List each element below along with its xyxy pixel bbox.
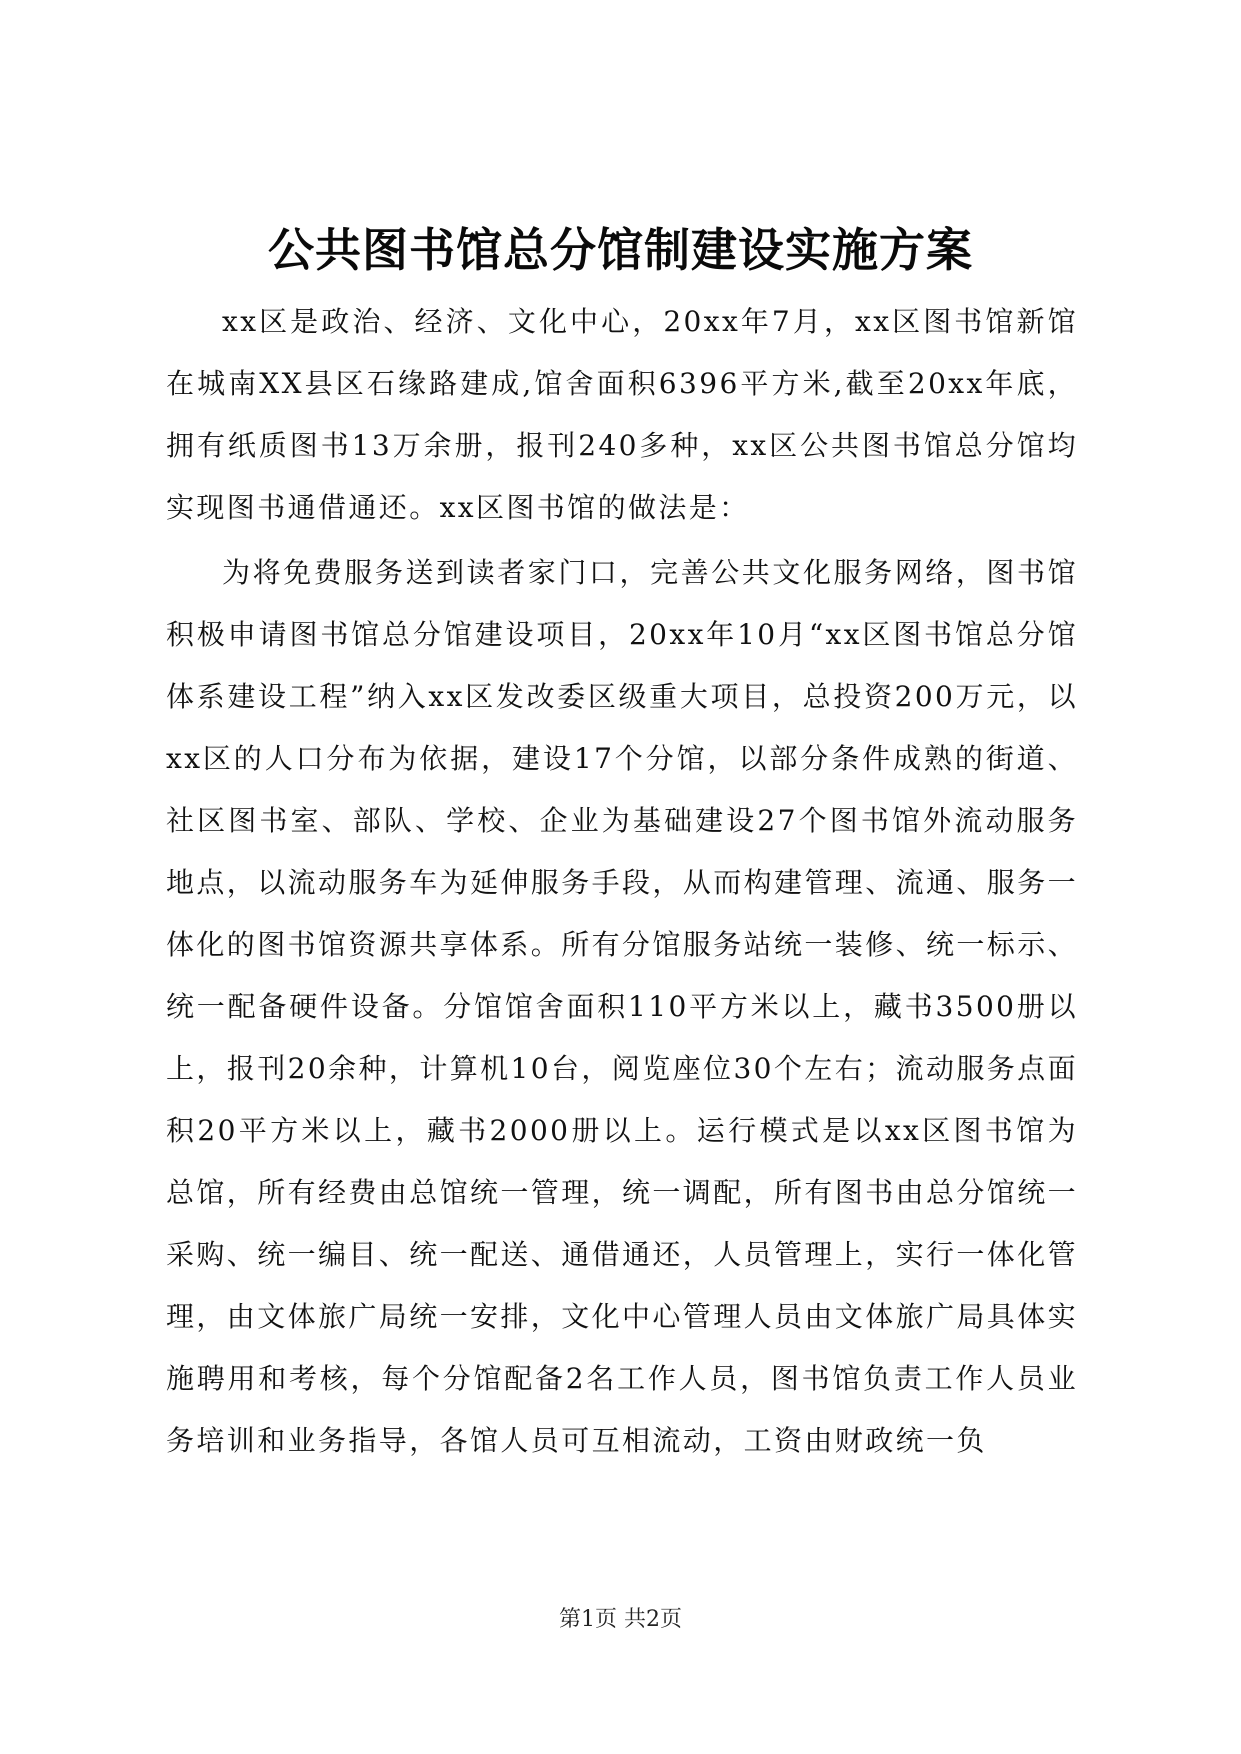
paragraph-2: 为将免费服务送到读者家门口，完善公共文化服务网络，图书馆积极申请图书馆总分馆建设项目，20xx年10月“xx区图书馆总分馆体系建设工程”纳入xx区发改委区级重大项目，总投资200万元，以xx区的人口分布为依据，建设17个分馆，以部分条件成熟的街道、社区图书室、部队、学校、企业为基础建设27个图书馆外流动服务地点，以流动服务车为延伸服务手段，从而构建管理、流通、服务一体化的图书馆资源共享体系。所有分馆服务站统一装修、统一标示、统一配备硬件设备。分馆馆舍面积110平方米以上，藏书3500册以上，报刊20余种，计算机10台，阅览座位30个左右；流动服务点面积20平方米以上，藏书2000册以上。运行模式是以xx区图书馆为总馆，所有经费由总馆统一管理，统一调配，所有图书由总分馆统一采购、统一编目、统一配送、通借通还，人员管理上，实行一体化管理，由文体旅广局统一安排，文化中心管理人员由文体旅广局具体实施聘用和考核，每个分馆配备2名工作人员，图书馆负责工作人员业务培训和业务指导，各馆人员可互相流动，工资由财政统一负 xyxy=(166,556,1079,1457)
paragraph-1: xx区是政治、经济、文化中心，20xx年7月，xx区图书馆新馆在城南XX县区石缘路建成,馆舍面积6396平方米,截至20xx年底，拥有纸质图书13万余册，报刊240多种，xx区公共图书馆总分馆均实现图书通借通还。xx区图书馆的做法是： xyxy=(166,305,1078,524)
page-number-footer: 第1页 共2页 xyxy=(559,1607,682,1632)
document-title: 公共图书馆总分馆制建设实施方案 xyxy=(268,223,973,277)
document-body xyxy=(166,291,1078,1475)
